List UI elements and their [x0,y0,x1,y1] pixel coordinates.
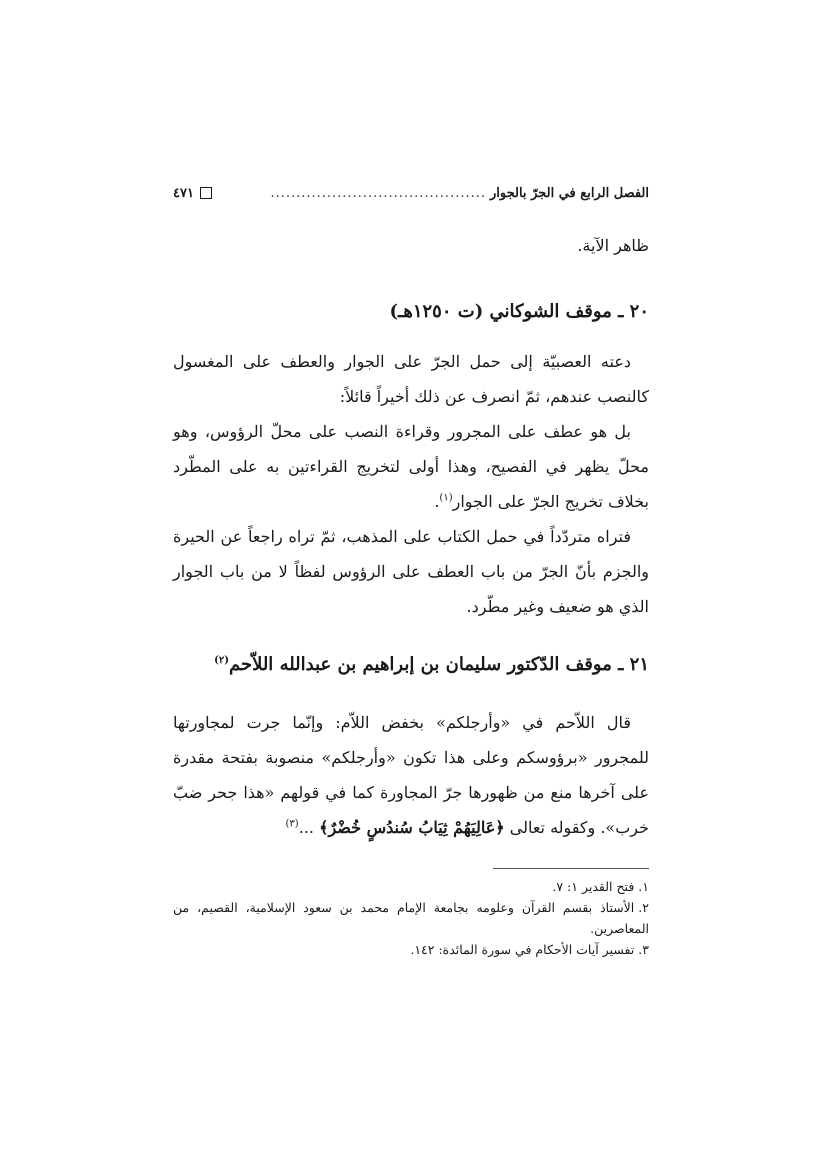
quoted-paragraph [173,414,649,519]
page-number: ٤٧١ [173,185,194,201]
footnote-ref[interactable]: (٢) [214,655,229,666]
section-heading-20 [173,297,649,327]
footnote-divider [493,868,649,869]
footnote-number: ١. [638,879,649,894]
chapter-title: الفصل الرابع في الجرّ بالجوار [490,185,649,201]
ellipsis: ... [298,818,314,837]
section-20-body [173,344,649,624]
square-bullet-icon [200,187,212,199]
footnote-text: فتح القدير ١: ٧. [552,879,635,894]
section-heading-21 [173,650,649,680]
quote-text: بل هو عطف على المجرور وقراءة النصب على محلّ الرؤوس، وهو محلّ يظهر في الفصيح، وهذا أولى لتخريج القراءتين به على المطّرد بخلاف تخريج الجرّ على الجوار [173,422,649,511]
footnote-text: تفسير آيات الأحكام في سورة المائدة: ١٤٢. [410,942,635,957]
paragraph: فتراه متردّداً في حمل الكتاب على المذهب، ثمّ تراه راجعاً عن الحيرة والجزم بأنّ الجرّ من باب العطف على الرؤوس لفظاً لا من باب الجوار الذي هو ضعيف وغير مطّرد. [173,527,649,616]
footnote-text: الأستاذ بقسم القرآن وعلومه بجامعة الإمام محمد بن سعود الإسلامية، القصيم، من المعاصرين. [173,900,649,936]
footnote [173,876,649,897]
leader-dots: .......................................... [270,185,486,201]
text-fragment [173,228,649,263]
footnote-number: ٢. [638,900,649,915]
section-21-body [173,705,649,845]
quran-verse: ﴿عَالِيَهُمْ ثِيَابُ سُندُسٍ خُضْرٌ﴾ [319,818,505,837]
quote-end: . [434,492,440,511]
footnote-ref[interactable]: (٣) [285,818,299,830]
footnote [173,897,649,939]
section-heading: ٢٠ ـ موقف الشوكاني (ت ١٢٥٠هـ) [389,301,649,322]
footnote [173,939,649,960]
footnote-number: ٣. [638,942,649,957]
paragraph-text: قال اللاّحم في «وأرجلكم» بخفض اللاّم: وإنّما جرت لمجاورتها للمجرور «برؤوسكم وعلى هذا تكون «وأرجلكم» منصوبة بفتحة مقدرة على آخرها منع من ظهورها جرّ المجاورة كما في قولهم «هذا جحر ضبّ خرب». وكقوله تعالى [173,713,649,837]
footnotes [173,876,649,960]
paragraph: ظاهر الآية. [577,236,649,255]
section-heading [173,650,649,680]
paragraph [173,705,649,845]
heading-text: ٢١ ـ موقف الدّكتور سليمان بن إبراهيم بن عبدالله اللاّحم [228,654,649,675]
paragraph: دعته العصبيّة إلى حمل الجرّ على الجوار والعطف على المغسول كالنصب عندهم، ثمّ انصرف عن ذلك أخيراً قائلاً: [173,352,649,406]
running-header [173,178,649,208]
footnote-ref[interactable]: (١) [439,492,453,504]
